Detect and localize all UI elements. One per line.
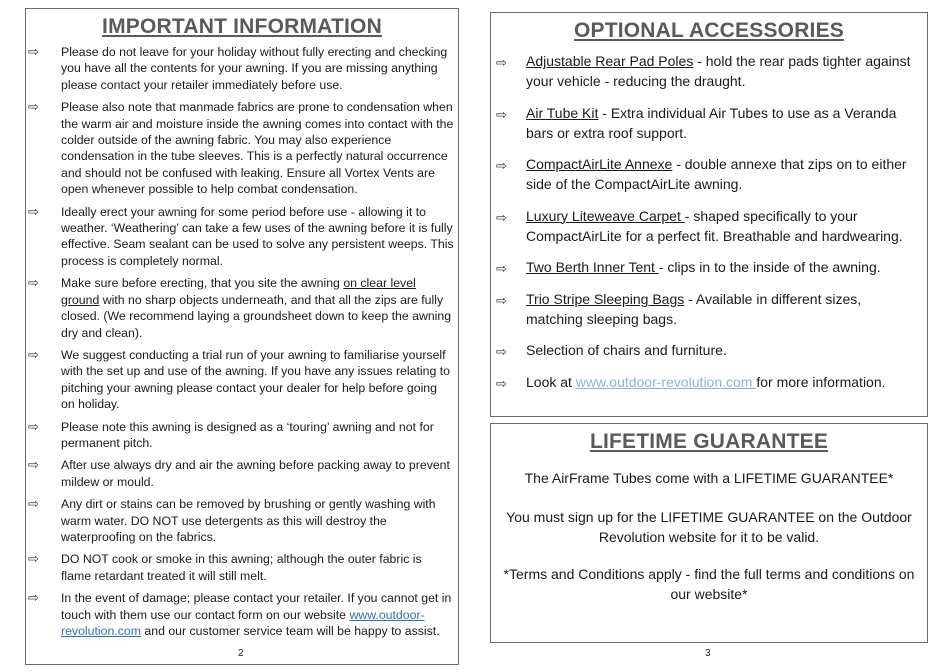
lifetime-guarantee-panel xyxy=(490,423,928,643)
accessory-description: - shaped specifically to your CompactAirLite for a perfect fit. Breathable and hardwearing. xyxy=(526,207,903,244)
arrow-bullet-icon: ⇨ xyxy=(496,106,507,122)
clear-level-ground-emphasis: on clear level ground xyxy=(61,276,416,307)
info-item-text: and our customer service team will be happy to assist. xyxy=(140,624,440,638)
info-item-text: Please note this awning is designed as a ‘touring’ awning and not for permanent pitch. xyxy=(61,419,434,450)
accessory-description: - Available in different sizes, matching sleeping bags. xyxy=(526,290,862,327)
important-information-panel xyxy=(25,8,459,665)
arrow-bullet-icon: ⇨ xyxy=(496,261,507,276)
lifetime-guarantee-heading: LIFETIME GUARANTEE xyxy=(589,430,829,453)
accessories-list xyxy=(491,51,927,392)
important-information-list xyxy=(26,44,458,639)
info-item xyxy=(26,551,458,584)
info-item-text: DO NOT cook or smoke in this awning; although the outer fabric is flame retardant treated it will still melt. xyxy=(61,552,422,583)
info-item xyxy=(26,347,458,413)
info-item-text: Make sure before erecting, that you site the awning xyxy=(61,276,344,291)
guarantee-signup-note: You must sign up for the LIFETIME GUARANTEE on the Outdoor Revolution website for it to be valid. xyxy=(506,509,912,545)
accessory-description: for more information. xyxy=(756,373,886,390)
info-item-text: We suggest conducting a trial run of your awning to familiarise yourself with the set up and use of the awning. If you have any issues relating to pitching your awning please contact your dealer for help before going on holiday. xyxy=(61,347,450,412)
accessory-name: Trio Stripe Sleeping Bags xyxy=(526,290,685,307)
page-number-right: 3 xyxy=(705,648,711,659)
arrow-bullet-icon: ⇨ xyxy=(496,375,507,391)
accessory-name: CompactAirLite Annexe xyxy=(526,156,673,172)
page-number-left: 2 xyxy=(238,648,244,659)
accessory-item xyxy=(491,289,927,329)
arrow-bullet-icon: ⇨ xyxy=(496,55,507,70)
accessory-name: Air Tube Kit xyxy=(526,104,599,121)
info-item xyxy=(26,204,458,270)
guarantee-statement: The AirFrame Tubes come with a LIFETIME GUARANTEE* xyxy=(524,470,894,486)
arrow-bullet-icon: ⇨ xyxy=(28,99,39,115)
info-item xyxy=(26,275,458,341)
accessory-item xyxy=(491,206,927,246)
arrow-bullet-icon: ⇨ xyxy=(28,457,39,473)
accessory-name: Adjustable Rear Pad Poles xyxy=(526,53,694,69)
accessory-name: Luxury Liteweave Carpet xyxy=(526,207,685,224)
arrow-bullet-icon: ⇨ xyxy=(28,551,39,567)
arrow-bullet-icon: ⇨ xyxy=(28,496,39,512)
arrow-bullet-icon: ⇨ xyxy=(496,344,507,359)
accessory-item xyxy=(491,103,927,143)
accessory-description: - clips in to the inside of the awning. xyxy=(658,259,881,275)
accessory-item xyxy=(491,372,927,392)
info-item-text: Ideally erect your awning for some period before use - allowing it to weather. ‘Weathering’ can take a few uses of the awning before it is fully effective. Seam sealant can be used to solve any persistent weeps. This process is completely normal. xyxy=(61,204,454,268)
accessory-description: Selection of chairs and furniture. xyxy=(526,342,727,358)
info-item-text: Please do not leave for your holiday without fully erecting and checking you have all the contents for your awning. If you are missing anything please contact your retailer immediately before use. xyxy=(61,45,448,92)
accessory-item xyxy=(491,340,927,360)
info-item xyxy=(26,496,458,545)
arrow-bullet-icon: ⇨ xyxy=(28,346,39,362)
info-item xyxy=(26,44,458,93)
info-item-text: Any dirt or stains can be removed by brushing or gently washing with warm water. DO NOT use detergents as this will destroy the waterproofing on the fabrics. xyxy=(61,497,436,544)
accessory-item xyxy=(491,154,927,194)
accessory-description: - Extra individual Air Tubes to use as a Veranda bars or extra roof support. xyxy=(526,104,897,141)
website-link[interactable]: www.outdoor-revolution.com xyxy=(61,607,425,638)
info-item-text: In the event of damage; please contact your retailer. If you cannot get in touch with them use our contact form on our website xyxy=(61,591,452,622)
website-link[interactable]: www.outdoor-revolution.com xyxy=(575,373,757,390)
important-information-heading: IMPORTANT INFORMATION xyxy=(102,15,382,38)
accessory-name: Two Berth Inner Tent xyxy=(526,259,659,275)
arrow-bullet-icon: ⇨ xyxy=(28,590,39,606)
accessory-description: - hold the rear pads tighter against your vehicle - reducing the draught. xyxy=(526,53,911,89)
info-item xyxy=(26,457,458,490)
arrow-bullet-icon: ⇨ xyxy=(28,44,39,59)
arrow-bullet-icon: ⇨ xyxy=(496,209,507,225)
accessory-description: Look at xyxy=(526,373,576,390)
accessory-description: - double annexe that zips on to either side of the CompactAirLite awning. xyxy=(526,156,907,192)
accessory-item xyxy=(491,51,927,91)
arrow-bullet-icon: ⇨ xyxy=(28,275,39,291)
arrow-bullet-icon: ⇨ xyxy=(496,158,507,173)
info-item xyxy=(26,590,458,639)
info-item-text: After use always dry and air the awning before packing away to prevent mildew or mould. xyxy=(61,458,450,489)
info-item xyxy=(26,419,458,452)
optional-accessories-panel xyxy=(490,12,928,417)
info-item-text: Please also note that manmade fabrics are prone to condensation when the warm air and moisture inside the awning comes into contact with the colder outside of the awning fabric. You may also experience condensation in the tube sleeves. This is a perfectly natural occurrence and should not be confused with leaking. Ensure all Vortex Vents are open whenever possible to help combat condensation. xyxy=(61,100,454,197)
optional-accessories-heading: OPTIONAL ACCESSORIES xyxy=(573,19,845,42)
arrow-bullet-icon: ⇨ xyxy=(28,418,39,434)
arrow-bullet-icon: ⇨ xyxy=(28,203,39,219)
info-item xyxy=(26,99,458,197)
info-item-text: with no sharp objects underneath, and that all the zips are fully closed. (We recommend laying a groundsheet down to keep the awning dry and clean). xyxy=(61,292,452,340)
arrow-bullet-icon: ⇨ xyxy=(496,292,507,308)
guarantee-terms-note: *Terms and Conditions apply - find the full terms and conditions on our website* xyxy=(503,566,915,602)
accessory-item xyxy=(491,257,927,277)
